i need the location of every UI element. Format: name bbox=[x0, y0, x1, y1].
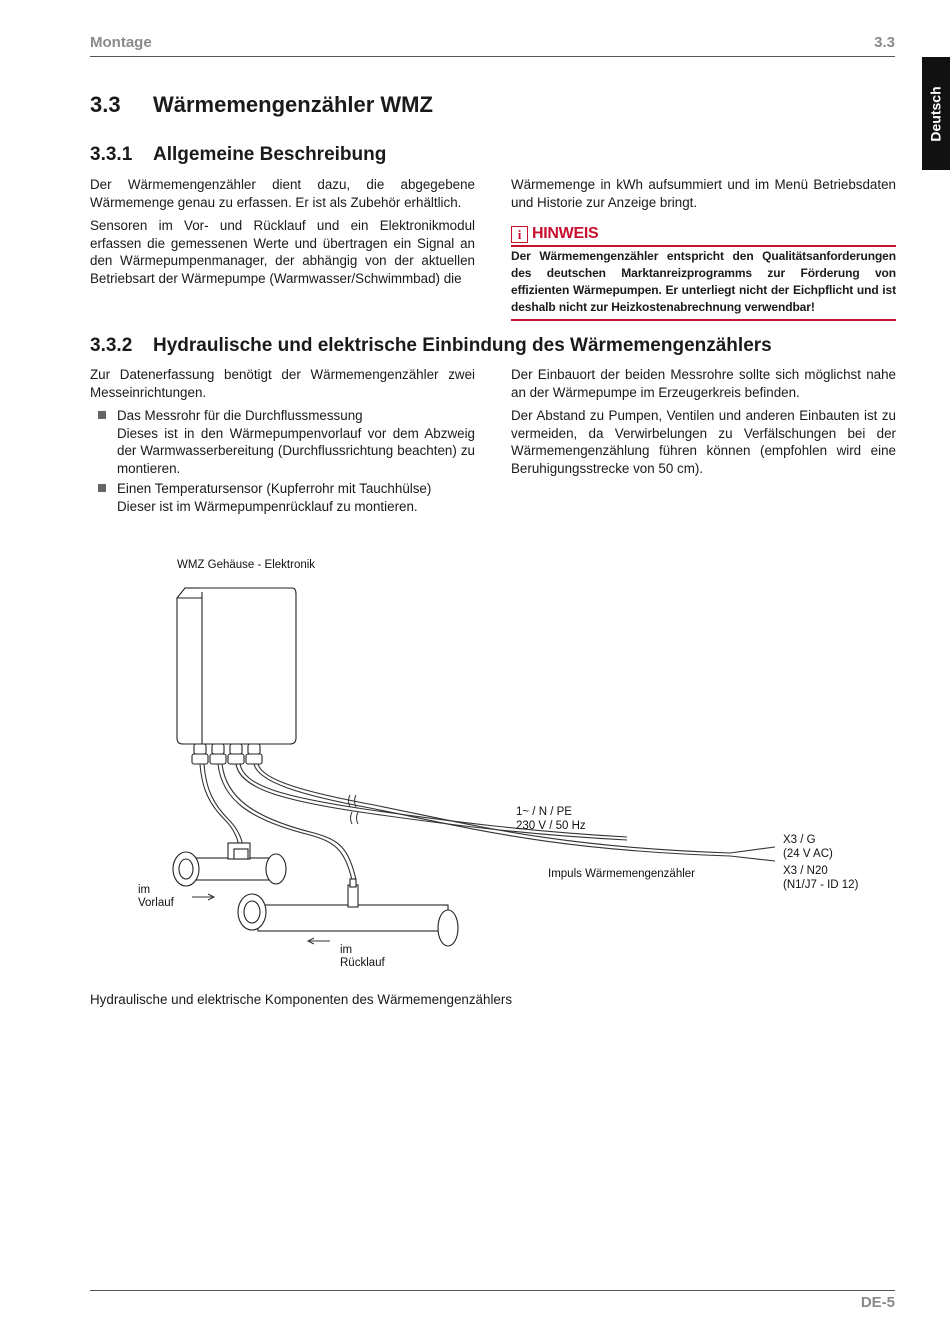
info-icon: i bbox=[511, 226, 528, 243]
notice-rule-top bbox=[511, 245, 896, 247]
section-332-heading bbox=[90, 335, 772, 357]
notice-header bbox=[511, 225, 896, 243]
paragraph: Der Abstand zu Pumpen, Ventilen und anderen Einbauten ist zu vermeiden, da Verwirbelungen zu Verfälschungen bei der Wärmemengenzählung führen können (empfohlen wird eine Beruhigungsstrecke von 50 cm). bbox=[511, 408, 896, 476]
paragraph: Der Wärmemengenzähler dient dazu, die abgegebene Wärmemenge genau zu erfassen. Er ist als Zubehör erhältlich. bbox=[90, 177, 475, 210]
page-title-text: Wärmemengenzähler WMZ bbox=[153, 92, 433, 117]
label-x3n-2: (N1/J7 - ID 12) bbox=[783, 879, 859, 891]
list-item-sub: Dieser ist im Wärmepumpenrücklauf zu montieren. bbox=[117, 498, 418, 514]
header-section-number: 3.3 bbox=[874, 34, 895, 51]
label-supply-1: im bbox=[138, 884, 151, 896]
label-return-1: im bbox=[340, 944, 353, 956]
page-title-number: 3.3 bbox=[90, 92, 121, 117]
list-item-main: Das Messrohr für die Durchflussmessung bbox=[117, 408, 363, 423]
section-332-right-column bbox=[511, 366, 896, 483]
notice-text: Der Wärmemengenzähler entspricht den Qualitätsanforderungen des deutschen Marktanreizprogramms zur Förderung von effizienten Wärmepumpen. Er unterliegt nicht der Eichpflicht und ist deshalb nicht zur Heizkostenabrechnung verwendbar! bbox=[511, 249, 896, 314]
electronics-housing bbox=[177, 588, 296, 764]
footer-rule bbox=[90, 1290, 895, 1291]
label-housing: WMZ Gehäuse - Elektronik bbox=[177, 559, 316, 571]
wmz-diagram bbox=[130, 550, 870, 980]
list-item-sub: Dieses ist in den Wärmepumpenvorlauf vor dem Abzweig der Warmwasserbereitung (Durchflussrichtung beachten) zu montieren. bbox=[117, 425, 475, 476]
section-331-left-column bbox=[90, 176, 475, 293]
language-tab bbox=[922, 57, 950, 170]
paragraph: Wärmemenge in kWh aufsummiert und im Menü Betriebsdaten und Historie zur Anzeige bringt. bbox=[511, 177, 896, 210]
label-x3n-1: X3 / N20 bbox=[783, 865, 828, 877]
flow-meter-pipe bbox=[173, 843, 286, 886]
notice-rule-bottom bbox=[511, 319, 896, 321]
list-item-main: Einen Temperatursensor (Kupferrohr mit Tauchhülse) bbox=[117, 481, 432, 496]
bullet-list bbox=[90, 407, 475, 515]
section-331-heading bbox=[90, 144, 386, 166]
label-power-1: 1~ / N / PE bbox=[516, 806, 572, 818]
section-331-number: 3.3.1 bbox=[90, 144, 133, 165]
cable-break-marks bbox=[349, 795, 359, 824]
section-332-left-column bbox=[90, 366, 475, 521]
cables bbox=[200, 764, 775, 880]
notice-title: HINWEIS bbox=[532, 225, 599, 242]
list-item bbox=[90, 407, 475, 477]
page-title bbox=[90, 92, 433, 118]
label-return-2: Rücklauf bbox=[340, 957, 385, 969]
label-x3g-1: X3 / G bbox=[783, 834, 816, 846]
notice-box bbox=[511, 225, 896, 321]
language-label: Deutsch bbox=[928, 85, 945, 142]
label-power-2: 230 V / 50 Hz bbox=[516, 820, 586, 832]
section-331-title: Allgemeine Beschreibung bbox=[153, 144, 387, 165]
paragraph: Der Einbauort der beiden Messrohre sollte sich möglichst nahe an der Wärmepumpe im Erzeugerkreis befinden. bbox=[511, 367, 896, 400]
paragraph: Zur Datenerfassung benötigt der Wärmemengenzähler zwei Messeinrichtungen. bbox=[90, 367, 475, 400]
return-pipe bbox=[238, 879, 458, 946]
label-x3g-2: (24 V AC) bbox=[783, 848, 833, 860]
label-impulse: Impuls Wärmemengenzähler bbox=[548, 868, 696, 880]
label-supply-2: Vorlauf bbox=[138, 897, 174, 909]
page-number: DE-5 bbox=[860, 1294, 895, 1311]
figure-caption: Hydraulische und elektrische Komponenten des Wärmemengenzählers bbox=[90, 992, 513, 1007]
section-331-right-column bbox=[511, 176, 896, 217]
paragraph: Sensoren im Vor- und Rücklauf und ein Elektronikmodul erfassen die gemessenen Werte und übertragen ein Signal an den Wärmepumpenmanager, der abhängig von der aktuellen Betriebsart der Wärmepumpe (Warmwasser/Schwimmbad) die bbox=[90, 218, 475, 286]
header-rule bbox=[90, 56, 895, 57]
section-332-title: Hydraulische und elektrische Einbindung des Wärmemengenzählers bbox=[153, 335, 772, 356]
section-332-number: 3.3.2 bbox=[90, 335, 133, 356]
list-item bbox=[90, 480, 475, 515]
header-section-label: Montage bbox=[90, 34, 152, 51]
